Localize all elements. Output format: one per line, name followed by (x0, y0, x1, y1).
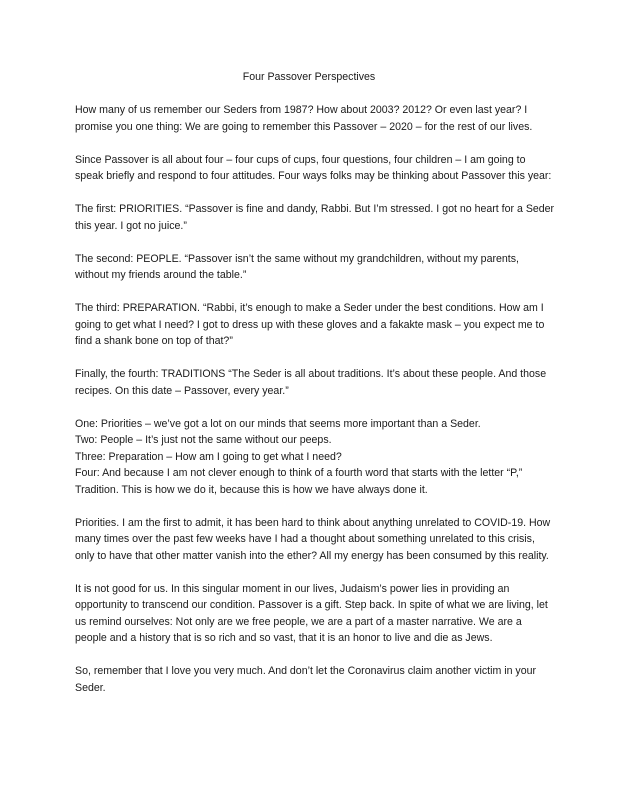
document-body (75, 102, 555, 713)
paragraph-transcend: It is not good for us. In this singular moment in our lives, Judaism’s power lies in providing an opportunity to transcend our condition. Passover is a gift. Step back. In spite of what we are living, let us remind ourselves: Not only are we free people, we are a part of a master narrative. We are a people and a history that is so rich and so vast, that it is an honor to live and die as Jews. (75, 582, 548, 644)
summary-line-one: One: Priorities – we’ve got a lot on our minds that seems more important than a Seder. (75, 417, 481, 430)
paragraph-priorities-reflection: Priorities. I am the first to admit, it has been hard to think about anything unrelated to COVID-19. How many times over the past few weeks have I had a thought about something unrelated to this crisis, only to have that other matter vanish into the ether? All my energy has been consumed by this reality. (75, 516, 551, 562)
summary-line-three: Three: Preparation – How am I going to get what I need? (75, 450, 342, 463)
summary-line-two: Two: People – It’s just not the same without our peeps. (75, 434, 332, 446)
paragraph-closing: So, remember that I love you very much. And don’t let the Coronavirus claim another victim in your Seder. (75, 665, 537, 694)
paragraph-people-quote: The second: PEOPLE. “Passover isn’t the same without my grandchildren, without my parents, without my friends around the table.” (75, 252, 519, 281)
paragraph-traditions-quote: Finally, the fourth: TRADITIONS “The Seder is all about traditions. It’s about these people. And those recipes. On this date – Passover, every year.” (75, 368, 547, 397)
summary-list (75, 416, 555, 499)
document-title: Four Passover Perspectives (242, 71, 376, 83)
paragraph-four-attitudes: Since Passover is all about four – four cups of cups, four questions, four children – I am going to speak briefly and respond to four attitudes. Four ways folks may be thinking about Passover this year: (75, 153, 552, 182)
paragraph-priorities-quote: The first: PRIORITIES. “Passover is fine and dandy, Rabbi. But I’m stressed. I got no heart for a Seder this year. I got no juice.” (75, 203, 555, 232)
paragraph-preparation-quote: The third: PREPARATION. “Rabbi, it’s enough to make a Seder under the best conditions. How am I going to get what I need? I got to dress up with these gloves and a fakakte mask – you expect me to find a shank bone on top of that?” (75, 302, 545, 347)
paragraph-intro: How many of us remember our Seders from 1987? How about 2003? 2012? Or even last year? I promise you one thing: We are going to remember this Passover – 2020 – for the rest of our lives. (75, 104, 533, 133)
summary-line-four: Four: And because I am not clever enough to think of a fourth word that starts with the letter “P,” Tradition. This is how we do it, because this is how we have always done it. (75, 467, 523, 496)
